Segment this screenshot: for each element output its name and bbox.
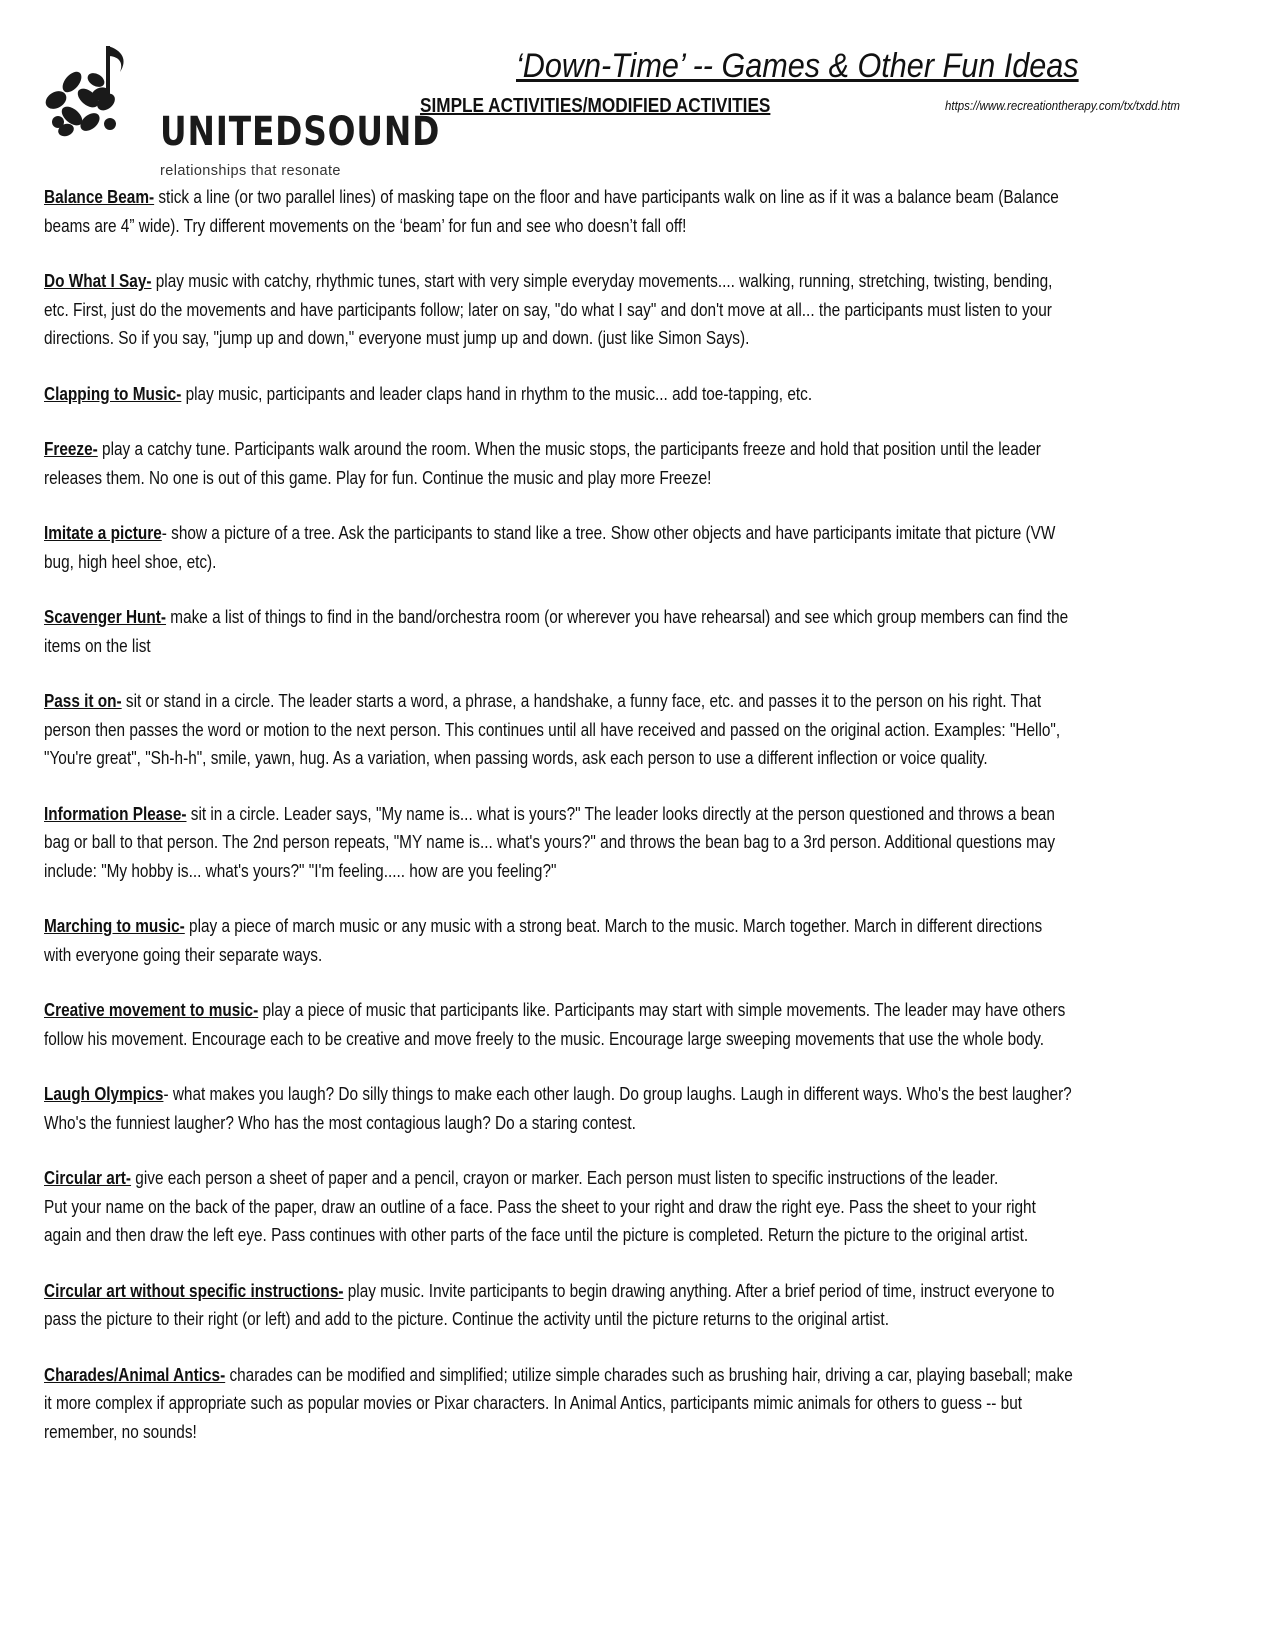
activity-description: pass the picture to their right (or left) and add to the picture. Continue the activity until the picture returns to the original artist. — [44, 1308, 889, 1329]
activity-line-content — [44, 1080, 1072, 1109]
music-note-knot-icon — [36, 42, 146, 142]
activity-line — [44, 1221, 1229, 1250]
activity-name: Charades/Animal Antics- — [44, 1363, 226, 1385]
activity-line — [44, 716, 1229, 745]
activity-item — [44, 380, 1229, 409]
activity-line — [44, 519, 1229, 548]
activity-line-content — [44, 1305, 889, 1334]
activity-item — [44, 996, 1229, 1053]
activity-description: beams are 4” wide). Try different movements on the ‘beam’ for fun and see who doesn’t fall off! — [44, 214, 687, 236]
activity-item — [44, 267, 1229, 353]
activity-description: make a list of things to find in the band/orchestra room (or wherever you have rehearsal) and see which group members can find the — [166, 606, 1069, 627]
activity-name: Pass it on- — [44, 690, 122, 711]
activity-item — [44, 519, 1229, 576]
activity-item — [44, 800, 1229, 886]
activity-name: Balance Beam- — [44, 186, 155, 207]
activity-line — [44, 324, 1229, 353]
activity-line-content — [44, 324, 749, 353]
activity-item — [44, 912, 1229, 969]
activity-item — [44, 1080, 1229, 1137]
activity-description: Who's the funniest laugher? Who has the most contagious laugh? Do a staring contest. — [44, 1111, 636, 1133]
activity-line — [44, 632, 1229, 661]
activity-line — [44, 857, 1229, 886]
activity-description: play music, participants and leader claps hand in rhythm to the music... add toe-tapping, etc. — [181, 382, 813, 404]
activity-description: sit or stand in a circle. The leader starts a word, a phrase, a handshake, a funny face, etc. and passes it to the person on his right. That — [121, 690, 1042, 711]
activity-description: remember, no sounds! — [44, 1420, 197, 1442]
activity-name: Creative movement to music- — [44, 999, 259, 1020]
activity-item — [44, 603, 1229, 660]
activity-line — [44, 548, 1229, 577]
activity-description: etc. First, just do the movements and have participants follow; later on say, "do what I say" and don't move at all... the participants must listen to your — [44, 298, 1052, 320]
activity-description: follow his movement. Encourage each to be creative and move freely to the music. Encourage large sweeping movements that use the whole body. — [44, 1027, 1045, 1049]
activity-name: Imitate a picture — [44, 522, 162, 543]
activity-line-content — [44, 996, 1065, 1025]
activity-name: Do What I Say- — [44, 270, 152, 291]
activity-description: play a piece of march music or any music with a strong beat. March to the music. March together. March in different directions — [184, 915, 1043, 936]
activity-line — [44, 464, 1229, 493]
activity-line-content — [44, 1277, 1054, 1306]
source-url: https://www.recreationtherapy.com/tx/txdd.htm — [945, 99, 1181, 113]
activity-name: Circular art- — [44, 1167, 132, 1188]
activity-line-content — [44, 1193, 1036, 1222]
activity-line-content — [44, 1164, 998, 1193]
activity-line — [44, 183, 1229, 212]
activity-line — [44, 996, 1229, 1025]
activity-description: "You're great", "Sh-h-h", smile, yawn, hug. As a variation, when passing words, ask each person to use a different inflection or voice quality. — [44, 747, 988, 768]
activity-line-content — [44, 1221, 1028, 1250]
activity-line-content — [44, 519, 1055, 548]
activity-description: - show a picture of a tree. Ask the participants to stand like a tree. Show other objects and have participants imitate that picture (VW — [161, 522, 1056, 543]
activity-item — [44, 1277, 1229, 1334]
activity-line-content — [44, 857, 556, 886]
activity-line-content — [44, 1361, 1073, 1390]
activity-line — [44, 267, 1229, 296]
activity-line-content — [44, 603, 1068, 632]
activity-description: Put your name on the back of the paper, draw an outline of a face. Pass the sheet to your right and draw the right eye. Pass the sheet to your right — [44, 1195, 1036, 1217]
activity-line-content — [44, 183, 1059, 212]
activity-description: bug, high heel shoe, etc). — [44, 550, 217, 572]
page-subtitle: SIMPLE ACTIVITIES/MODIFIED ACTIVITIES — [420, 95, 771, 117]
activity-line-content — [44, 687, 1041, 716]
activity-description: bag or ball to that person. The 2nd person repeats, "MY name is... what's yours?" and throws the bean bag to a 3rd person. Additional questions may — [44, 831, 1056, 852]
activity-description: play music. Invite participants to begin drawing anything. After a brief period of time, instruct everyone to — [343, 1279, 1055, 1301]
activity-name: Circular art without specific instructions- — [44, 1279, 344, 1301]
activity-list — [44, 183, 1229, 1473]
activity-description: include: "My hobby is... what's yours?" "I'm feeling..... how are you feeling?" — [44, 859, 557, 881]
activity-line-content — [44, 212, 686, 241]
activity-line-content — [44, 941, 322, 970]
activity-line-content — [44, 380, 812, 409]
activity-line-content — [44, 435, 1041, 464]
activity-line-content — [44, 1389, 1022, 1418]
activity-line-content — [44, 548, 216, 577]
activity-description: give each person a sheet of paper and a pencil, crayon or marker. Each person must listen to specific instructions of the leader. — [131, 1167, 999, 1188]
activity-description: again and then draw the left eye. Pass continues with other parts of the face until the picture is completed. Return the picture to the original artist. — [44, 1224, 1029, 1245]
activity-description: - what makes you laugh? Do silly things to make each other laugh. Do group laughs. Laugh in different ways. Who's the best laugher? — [163, 1083, 1072, 1104]
activity-description: stick a line (or two parallel lines) of masking tape on the floor and have participants walk on line as if it was a balance beam (Balance — [154, 186, 1059, 207]
activity-item — [44, 687, 1229, 773]
activity-line-content — [44, 716, 1060, 745]
activity-description: directions. So if you say, "jump up and down," everyone must jump up and down. (just like Simon Says). — [44, 327, 750, 348]
activity-line-content — [44, 464, 711, 493]
activity-name: Laugh Olympics — [44, 1083, 164, 1104]
activity-line-content — [44, 296, 1052, 325]
unitedsound-logo — [36, 42, 441, 179]
activity-line — [44, 435, 1229, 464]
activity-line — [44, 1109, 1229, 1138]
activity-description: it more complex if appropriate such as popular movies or Pixar characters. In Animal Antics, participants mimic animals for others to guess -- but — [44, 1392, 1023, 1413]
activity-name: Scavenger Hunt- — [44, 606, 167, 627]
activity-line — [44, 603, 1229, 632]
activity-description: charades can be modified and simplified; utilize simple charades such as brushing hair, driving a car, playing baseball; make — [225, 1363, 1073, 1385]
activity-line-content — [44, 800, 1055, 829]
activity-line-content — [44, 1418, 197, 1447]
activity-description: play a catchy tune. Participants walk around the room. When the music stops, the participants freeze and hold that position until the leader — [97, 438, 1041, 459]
activity-description: with everyone going their separate ways. — [44, 943, 323, 965]
activity-line — [44, 687, 1229, 716]
activity-description: releases them. No one is out of this game. Play for fun. Continue the music and play more Freeze! — [44, 466, 712, 488]
activity-line — [44, 1361, 1229, 1390]
activity-line — [44, 744, 1229, 773]
activity-line — [44, 380, 1229, 409]
activity-item — [44, 435, 1229, 492]
activity-line — [44, 1305, 1229, 1334]
activity-line-content — [44, 267, 1052, 296]
activity-description: sit in a circle. Leader says, "My name is... what is yours?" The leader looks directly at the person questioned and throws a bean — [186, 802, 1055, 824]
activity-description: items on the list — [44, 634, 151, 656]
activity-item — [44, 1361, 1229, 1447]
activity-name: Freeze- — [44, 438, 98, 459]
activity-line — [44, 1164, 1229, 1193]
brand-name: UNITEDSOUND — [160, 109, 441, 155]
page-title: ‘Down-Time’ -- Games & Other Fun Ideas — [516, 47, 1079, 85]
activity-name: Marching to music- — [44, 915, 185, 936]
activity-name: Clapping to Music- — [44, 382, 182, 404]
activity-name: Information Please- — [44, 802, 187, 824]
activity-line — [44, 212, 1229, 241]
activity-line-content — [44, 912, 1042, 941]
activity-line — [44, 800, 1229, 829]
activity-description: play a piece of music that participants like. Participants may start with simple movements. The leader may have others — [258, 999, 1066, 1020]
activity-item — [44, 1164, 1229, 1250]
brand-tagline: relationships that resonate — [160, 163, 341, 179]
activity-description: play music with catchy, rhythmic tunes, start with very simple everyday movements.... walking, running, stretching, twisting, bending, — [151, 270, 1053, 291]
activity-line — [44, 828, 1229, 857]
activity-line — [44, 1277, 1229, 1306]
activity-line — [44, 1025, 1229, 1054]
activity-line — [44, 1389, 1229, 1418]
activity-line-content — [44, 744, 988, 773]
activity-line — [44, 1418, 1229, 1447]
activity-line — [44, 1193, 1229, 1222]
activity-line-content — [44, 632, 151, 661]
activity-line — [44, 1080, 1229, 1109]
activity-line — [44, 296, 1229, 325]
activity-line-content — [44, 1109, 636, 1138]
activity-item — [44, 183, 1229, 240]
activity-line — [44, 941, 1229, 970]
activity-line-content — [44, 1025, 1044, 1054]
activity-line-content — [44, 828, 1055, 857]
activity-line — [44, 912, 1229, 941]
activity-description: person then passes the word or motion to the next person. This continues until all have received and passed on the original action. Examples: "Hello", — [44, 718, 1061, 740]
